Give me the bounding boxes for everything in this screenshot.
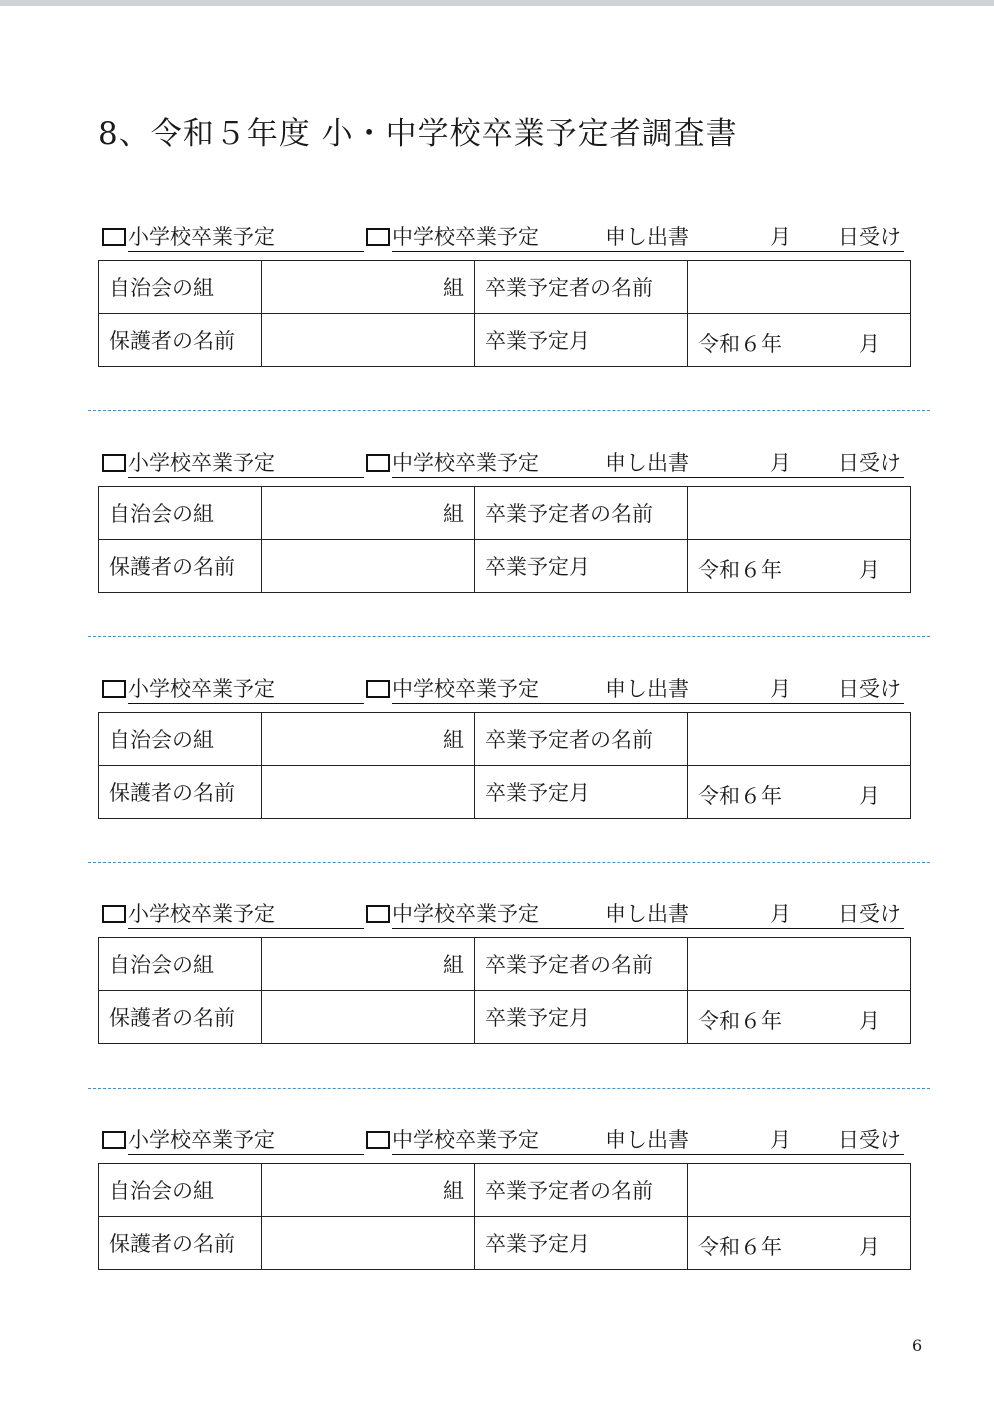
month-label: 月 <box>770 677 791 701</box>
neighborhood-group-label: 自治会の組 <box>99 1164 262 1217</box>
graduation-month-field[interactable] <box>688 540 911 593</box>
application-label: 申し出書 <box>605 451 689 475</box>
day-received-label: 日受け <box>838 1128 901 1152</box>
junior-high-checkbox[interactable] <box>366 228 390 246</box>
reiwa-year: 令和６年 <box>698 332 782 356</box>
table-row <box>99 938 911 991</box>
underline <box>392 703 904 704</box>
kumi-label: 組 <box>443 728 464 752</box>
form-header <box>0 224 994 254</box>
form-header <box>0 450 994 480</box>
graduation-month-field[interactable] <box>688 766 911 819</box>
elementary-label: 小学校卒業予定 <box>128 902 275 926</box>
dashed-separator <box>88 1088 930 1089</box>
graduate-name-label: 卒業予定者の名前 <box>475 261 688 314</box>
day-received-label: 日受け <box>838 902 901 926</box>
form-section-3 <box>0 676 994 836</box>
month-suffix: 月 <box>859 332 880 356</box>
underline <box>392 251 904 252</box>
reiwa-year: 令和６年 <box>698 784 782 808</box>
graduation-month-label: 卒業予定月 <box>475 766 688 819</box>
month-suffix: 月 <box>859 784 880 808</box>
neighborhood-group-label: 自治会の組 <box>99 713 262 766</box>
graduate-name-field[interactable] <box>688 713 911 766</box>
table-row <box>99 713 911 766</box>
guardian-name-field[interactable] <box>262 991 475 1044</box>
form-section-5 <box>0 1127 994 1287</box>
guardian-name-field[interactable] <box>262 766 475 819</box>
group-number-field[interactable] <box>262 938 475 991</box>
day-received-label: 日受け <box>838 451 901 475</box>
guardian-name-label: 保護者の名前 <box>99 540 262 593</box>
neighborhood-group-label: 自治会の組 <box>99 261 262 314</box>
form-table <box>98 937 911 1044</box>
form-table <box>98 712 911 819</box>
guardian-name-field[interactable] <box>262 314 475 367</box>
graduate-name-field[interactable] <box>688 938 911 991</box>
guardian-name-label: 保護者の名前 <box>99 314 262 367</box>
junior-high-label: 中学校卒業予定 <box>392 1128 539 1152</box>
group-number-field[interactable] <box>262 487 475 540</box>
guardian-name-field[interactable] <box>262 540 475 593</box>
dashed-separator <box>88 636 930 637</box>
table-row <box>99 1217 911 1270</box>
underline <box>128 477 364 478</box>
application-label: 申し出書 <box>605 677 689 701</box>
junior-high-label: 中学校卒業予定 <box>392 225 539 249</box>
day-received-label: 日受け <box>838 225 901 249</box>
elementary-label: 小学校卒業予定 <box>128 225 275 249</box>
graduate-name-field[interactable] <box>688 1164 911 1217</box>
application-label: 申し出書 <box>605 1128 689 1152</box>
page-number: 6 <box>912 1336 923 1355</box>
elementary-checkbox[interactable] <box>102 454 126 472</box>
form-section-1 <box>0 224 994 384</box>
reiwa-year: 令和６年 <box>698 1009 782 1033</box>
kumi-label: 組 <box>443 953 464 977</box>
form-header <box>0 901 994 931</box>
month-label: 月 <box>770 902 791 926</box>
dashed-separator <box>88 410 930 411</box>
underline <box>128 928 364 929</box>
underline <box>392 477 904 478</box>
graduate-name-label: 卒業予定者の名前 <box>475 938 688 991</box>
reiwa-year: 令和６年 <box>698 1235 782 1259</box>
guardian-name-label: 保護者の名前 <box>99 1217 262 1270</box>
graduation-month-label: 卒業予定月 <box>475 1217 688 1270</box>
graduation-month-label: 卒業予定月 <box>475 314 688 367</box>
kumi-label: 組 <box>443 276 464 300</box>
form-header <box>0 1127 994 1157</box>
elementary-label: 小学校卒業予定 <box>128 451 275 475</box>
graduate-name-field[interactable] <box>688 261 911 314</box>
kumi-label: 組 <box>443 1179 464 1203</box>
group-number-field[interactable] <box>262 713 475 766</box>
form-header <box>0 676 994 706</box>
graduation-month-label: 卒業予定月 <box>475 991 688 1044</box>
group-number-field[interactable] <box>262 261 475 314</box>
elementary-checkbox[interactable] <box>102 905 126 923</box>
elementary-checkbox[interactable] <box>102 1131 126 1149</box>
junior-high-checkbox[interactable] <box>366 680 390 698</box>
junior-high-label: 中学校卒業予定 <box>392 451 539 475</box>
application-label: 申し出書 <box>605 225 689 249</box>
neighborhood-group-label: 自治会の組 <box>99 938 262 991</box>
application-label: 申し出書 <box>605 902 689 926</box>
graduate-name-label: 卒業予定者の名前 <box>475 713 688 766</box>
form-table <box>98 486 911 593</box>
table-row <box>99 261 911 314</box>
table-row <box>99 1164 911 1217</box>
underline <box>128 251 364 252</box>
junior-high-checkbox[interactable] <box>366 454 390 472</box>
graduate-name-label: 卒業予定者の名前 <box>475 487 688 540</box>
elementary-checkbox[interactable] <box>102 680 126 698</box>
guardian-name-field[interactable] <box>262 1217 475 1270</box>
dashed-separator <box>88 862 930 863</box>
junior-high-checkbox[interactable] <box>366 905 390 923</box>
month-label: 月 <box>770 451 791 475</box>
form-section-4 <box>0 901 994 1061</box>
graduation-month-field[interactable] <box>688 991 911 1044</box>
junior-high-label: 中学校卒業予定 <box>392 677 539 701</box>
table-row <box>99 766 911 819</box>
graduate-name-label: 卒業予定者の名前 <box>475 1164 688 1217</box>
guardian-name-label: 保護者の名前 <box>99 991 262 1044</box>
reiwa-year: 令和６年 <box>698 558 782 582</box>
graduation-month-field[interactable] <box>688 314 911 367</box>
elementary-checkbox[interactable] <box>102 228 126 246</box>
form-section-2 <box>0 450 994 610</box>
underline <box>128 703 364 704</box>
page-top-edge <box>0 0 994 6</box>
junior-high-checkbox[interactable] <box>366 1131 390 1149</box>
graduation-month-label: 卒業予定月 <box>475 540 688 593</box>
table-row <box>99 487 911 540</box>
month-suffix: 月 <box>859 558 880 582</box>
kumi-label: 組 <box>443 502 464 526</box>
month-suffix: 月 <box>859 1235 880 1259</box>
table-row <box>99 314 911 367</box>
guardian-name-label: 保護者の名前 <box>99 766 262 819</box>
group-number-field[interactable] <box>262 1164 475 1217</box>
form-table <box>98 1163 911 1270</box>
table-row <box>99 991 911 1044</box>
month-label: 月 <box>770 1128 791 1152</box>
neighborhood-group-label: 自治会の組 <box>99 487 262 540</box>
form-table <box>98 260 911 367</box>
page-title: 8、令和５年度 小・中学校卒業予定者調査書 <box>98 116 738 152</box>
junior-high-label: 中学校卒業予定 <box>392 902 539 926</box>
month-suffix: 月 <box>859 1009 880 1033</box>
underline <box>392 1154 904 1155</box>
underline <box>392 928 904 929</box>
table-row <box>99 540 911 593</box>
underline <box>128 1154 364 1155</box>
graduate-name-field[interactable] <box>688 487 911 540</box>
graduation-month-field[interactable] <box>688 1217 911 1270</box>
elementary-label: 小学校卒業予定 <box>128 1128 275 1152</box>
elementary-label: 小学校卒業予定 <box>128 677 275 701</box>
month-label: 月 <box>770 225 791 249</box>
day-received-label: 日受け <box>838 677 901 701</box>
